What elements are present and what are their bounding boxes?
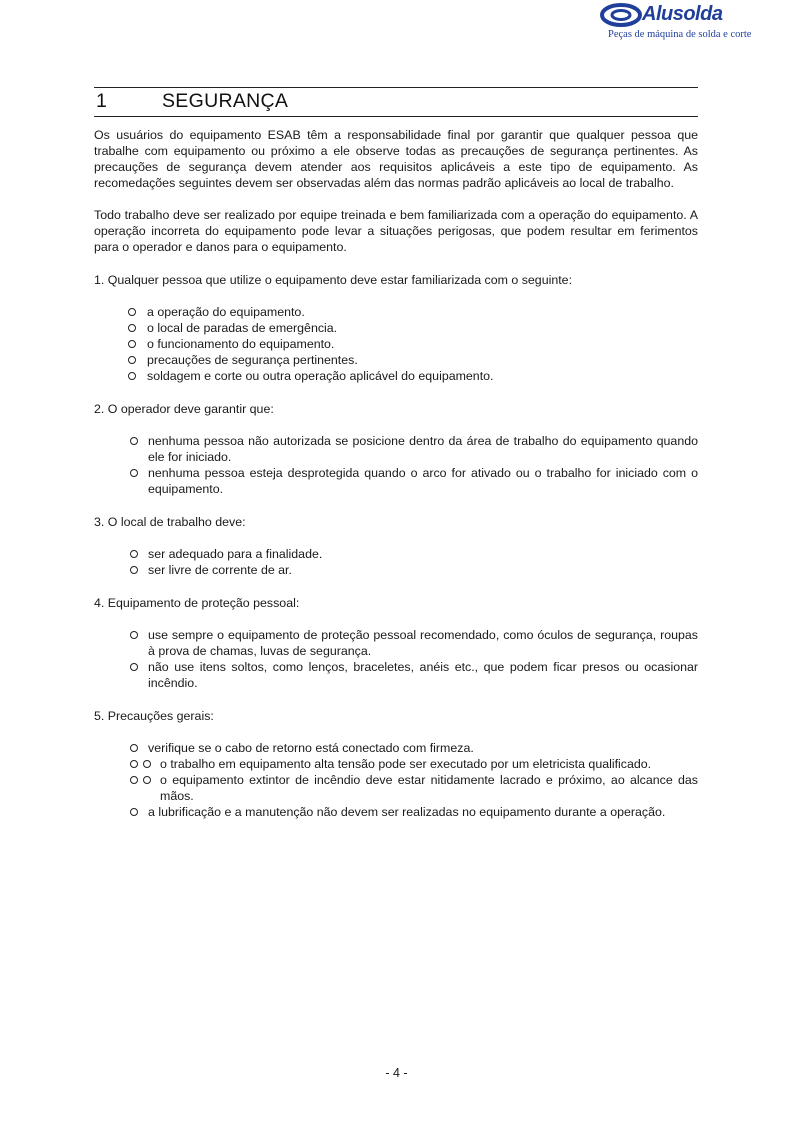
list-item: a lubrificação e a manutenção não devem ser realizadas no equipamento durante a operação. bbox=[130, 804, 698, 820]
circle-bullet-icon bbox=[143, 776, 151, 784]
intro-paragraph: Os usuários do equipamento ESAB têm a responsabilidade final por garantir que qualquer pessoa que trabalhe com equipamento ou próximo a ele observe todas as precauções de segurança pertinentes. As precauções de segurança devem atender aos requisitos aplicáveis a este tipo de equipamento. As recomedações seguintes devem ser observadas além das normas padrão aplicáveis ao local de trabalho. bbox=[94, 128, 698, 190]
subsection-title: 3. O local de trabalho deve: bbox=[94, 515, 246, 529]
list-item: ser livre de corrente de ar. bbox=[130, 562, 698, 578]
circle-bullet-icon bbox=[130, 550, 138, 558]
bullet-list bbox=[130, 627, 698, 691]
list-item: verifique se o cabo de retorno está conectado com firmeza. bbox=[130, 740, 698, 756]
circle-bullet-icon bbox=[128, 356, 136, 364]
section-title: SEGURANÇA bbox=[162, 90, 289, 112]
bullet-list bbox=[130, 546, 698, 578]
list-item: o funcionamento do equipamento. bbox=[128, 336, 698, 352]
list-item: não use itens soltos, como lenços, braceletes, anéis etc., que podem ficar presos ou ocasionar incêndio. bbox=[130, 659, 698, 691]
subsection-title: 2. O operador deve garantir que: bbox=[94, 402, 274, 416]
section-heading bbox=[94, 87, 698, 117]
list-item: ser adequado para a finalidade. bbox=[130, 546, 698, 562]
circle-bullet-icon bbox=[130, 631, 138, 639]
logo-name: Alusolda bbox=[642, 3, 723, 25]
circle-bullet-icon bbox=[130, 437, 138, 445]
circle-bullet-icon bbox=[130, 808, 138, 816]
list-item: o local de paradas de emergência. bbox=[128, 320, 698, 336]
logo-swoosh-icon bbox=[600, 2, 644, 28]
section-number: 1 bbox=[96, 90, 107, 112]
list-item: a operação do equipamento. bbox=[128, 304, 698, 320]
list-item: soldagem e corte ou outra operação aplicável do equipamento. bbox=[128, 368, 698, 384]
list-item: nenhuma pessoa esteja desprotegida quando o arco for ativado ou o trabalho for iniciado com o equipamento. bbox=[130, 465, 698, 497]
logo-tagline: Peças de máquina de solda e corte bbox=[608, 29, 752, 40]
subsection-title: 5. Precauções gerais: bbox=[94, 709, 214, 723]
bullet-list bbox=[130, 433, 698, 497]
list-item: use sempre o equipamento de proteção pessoal recomendado, como óculos de segurança, roupas à prova de chamas, luvas de segurança. bbox=[130, 627, 698, 659]
bullet-list bbox=[130, 740, 698, 820]
circle-bullet-icon bbox=[130, 744, 138, 752]
document-body bbox=[94, 127, 698, 820]
circle-bullet-icon bbox=[128, 308, 136, 316]
circle-bullet-icon bbox=[130, 566, 138, 574]
circle-bullet-icon bbox=[128, 340, 136, 348]
circle-bullet-icon bbox=[130, 469, 138, 477]
company-logo bbox=[600, 2, 752, 44]
list-item: o trabalho em equipamento alta tensão pode ser executado por um eletricista qualificado. bbox=[130, 756, 698, 772]
page-number: - 4 - bbox=[385, 1066, 408, 1080]
circle-bullet-icon bbox=[128, 372, 136, 380]
circle-bullet-icon bbox=[143, 760, 151, 768]
subsection-title: 1. Qualquer pessoa que utilize o equipamento deve estar familiarizada com o seguinte: bbox=[94, 273, 573, 287]
intro-paragraph: Todo trabalho deve ser realizado por equipe treinada e bem familiarizada com a operação do equipamento. A operação incorreta do equipamento pode levar a situações perigosas, que podem resultar em ferimentos para o operador e danos para o equipamento. bbox=[94, 208, 698, 254]
subsection-title: 4. Equipamento de proteção pessoal: bbox=[94, 596, 300, 610]
circle-bullet-icon bbox=[128, 324, 136, 332]
list-item: o equipamento extintor de incêndio deve estar nitidamente lacrado e próximo, ao alcance das mãos. bbox=[130, 772, 698, 804]
circle-bullet-icon bbox=[130, 663, 138, 671]
list-item: precauções de segurança pertinentes. bbox=[128, 352, 698, 368]
list-item: nenhuma pessoa não autorizada se posicione dentro da área de trabalho do equipamento quando ele for iniciado. bbox=[130, 433, 698, 465]
circle-bullet-icon bbox=[130, 760, 138, 768]
circle-bullet-icon bbox=[130, 776, 138, 784]
bullet-list bbox=[128, 304, 698, 384]
